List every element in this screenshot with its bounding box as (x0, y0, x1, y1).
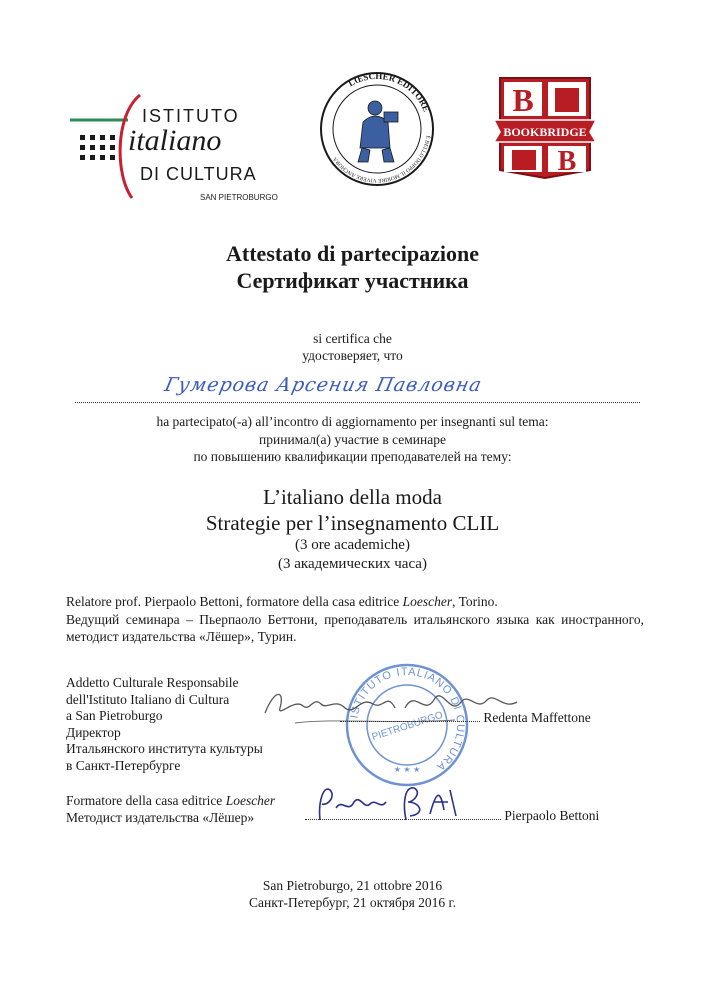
istituto-italiano-logo (70, 80, 280, 205)
speaker-russian: Ведущий семинара – Пьерпаоло Беттони, преподаватель итальянского языка как иностранного, методист издательства «Лёшер», Турин. (66, 612, 644, 644)
signatory-1-line (340, 710, 591, 726)
signature-maffettone (255, 678, 525, 738)
signatory-2-line (305, 808, 599, 824)
signature-2-dotted-line (305, 819, 501, 820)
signatory-1-name: Redenta Maffettone (483, 710, 591, 725)
certify-italian: si certifica che (313, 331, 392, 346)
signatory-1-title: Addetto Culturale Responsabile dell'Istituto Italiano di Cultura a San Pietroburgo Директор Итальянского института культуры в Санкт-Петербурге (66, 675, 263, 773)
svg-text:BOOKBRIDGE: BOOKBRIDGE (503, 125, 587, 139)
loescher-editore-logo (318, 70, 436, 188)
title-italian: Attestato di partecipazione (226, 241, 479, 266)
participant-name: Гумерова Арсения Павловна (162, 374, 485, 396)
participation-italian: ha partecipato(-a) all’incontro di aggiornamento per insegnanti sul tema: (156, 414, 549, 429)
name-dotted-line (75, 402, 640, 403)
hours-russian: (3 академических часа) (278, 556, 427, 572)
svg-text:ISTITUTO ITALIANO DI CULTURA: ISTITUTO ITALIANO DI CULTURA (348, 665, 467, 774)
place-date-italian: San Pietroburgo, 21 ottobre 2016 (262, 878, 443, 893)
svg-text:LŒSCHER EDITORE: LŒSCHER EDITORE (346, 70, 432, 114)
topic-line-1: L’italiano della moda (263, 485, 442, 509)
participation-russian-2: по повышению квалификации преподавателей на тему: (193, 449, 512, 464)
svg-text:ISTITUTO: ISTITUTO (142, 106, 240, 126)
participant-name-field (75, 374, 640, 414)
svg-text:SAN PIETROBURGO: SAN PIETROBURGO (200, 193, 278, 202)
svg-text:★ ★ ★: ★ ★ ★ (393, 765, 421, 774)
signature-1-dotted-line (340, 721, 480, 722)
certify-russian: удостоверяет, что (302, 348, 403, 363)
svg-text:PIETROBURGO: PIETROBURGO (370, 709, 445, 744)
hours-italian: (3 ore academiche) (295, 537, 410, 553)
bookbridge-logo (490, 70, 600, 180)
title-russian: Сертификат участника (236, 268, 469, 293)
place-date-russian: Санкт-Петербург, 21 октября 2016 г. (249, 895, 456, 910)
svg-text:B: B (512, 82, 534, 118)
svg-text:DI CULTURA: DI CULTURA (140, 164, 257, 184)
topic-line-2: Strategie per l’insegnamento CLIL (205, 511, 500, 535)
participation-russian-1: принимал(а) участие в семинаре (259, 432, 446, 447)
speaker-italian: Relatore prof. Pierpaolo Bettoni, formatore della casa editrice Loescher, Torino. (66, 594, 498, 609)
svg-text:È BELLO DOPPO IL MORIRE VIVERE: È BELLO DOPPO IL MORIRE VIVERE ANCHORA (332, 134, 431, 184)
signatory-2-name: Pierpaolo Bettoni (504, 808, 600, 823)
svg-text:B: B (557, 146, 577, 177)
signatory-2-title: Formatore della casa editrice Loescher Методист издательства «Лёшер» (66, 793, 276, 825)
svg-text:italiano: italiano (128, 124, 222, 157)
